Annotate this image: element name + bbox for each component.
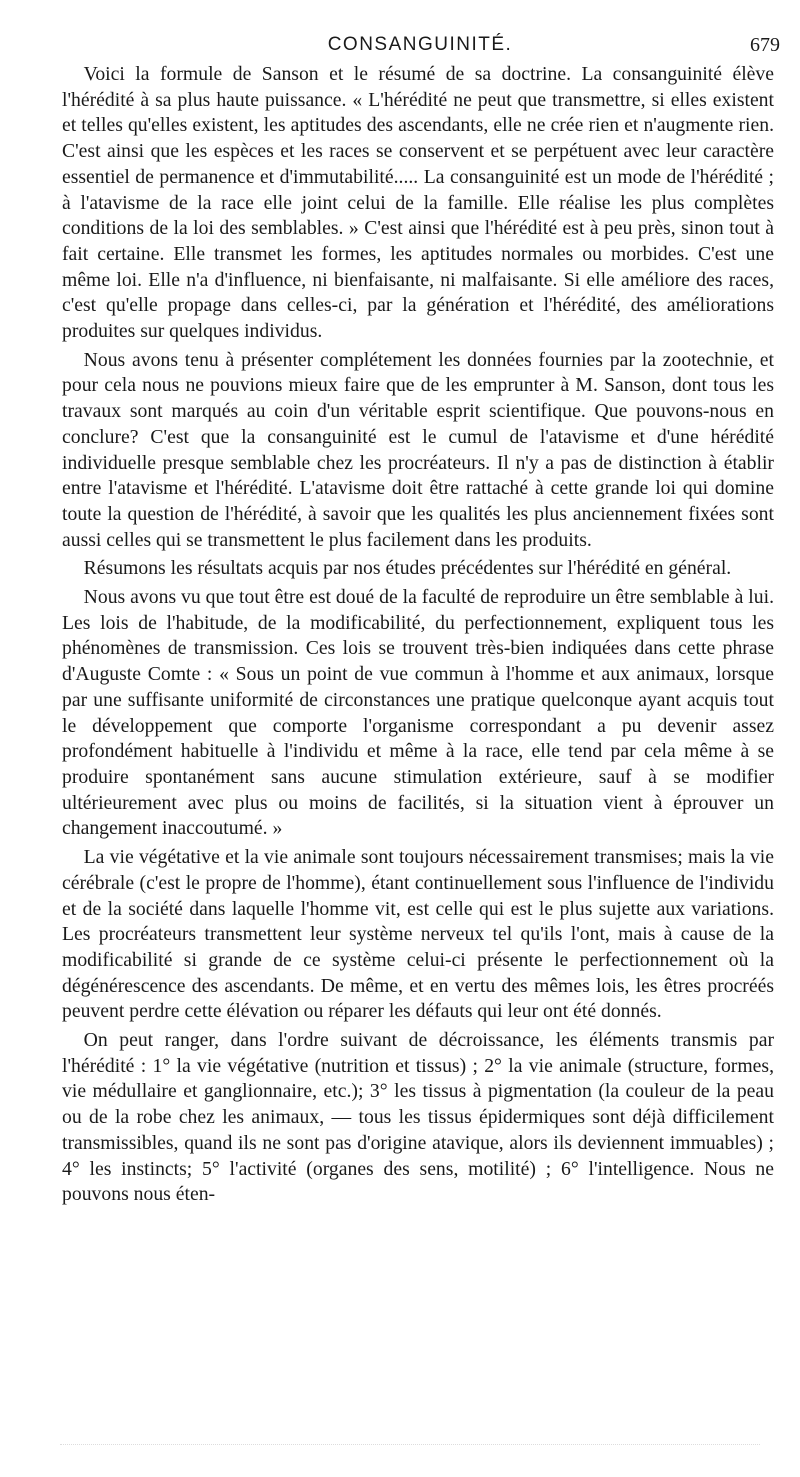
paragraph-zootechnie: Nous avons tenu à présenter complétement les données fournies par la zootechnie, et pour cela nous ne pouvions mieux faire que de les emprunter à M. Sanson, dont tous les travaux sont marqués au coin d'un véritable esprit scientifique. Que pouvons-nous en conclure? C'est que la consanguinité est le cumul de l'atavisme et d'une hérédité individuelle presque semblable chez les procréateurs. Il n'y a pas de distinction à établir entre l'atavisme et l'hérédité. L'atavisme doit être rattaché à cette grande loi qui domine toute la question de l'hérédité, à savoir que les qualités les plus anciennement fixées sont aussi celles qui se transmettent le plus facilement dans les produits. [62,348,774,551]
paragraph-ordre-decroissance: On peut ranger, dans l'ordre suivant de décroissance, les éléments transmis par l'hérédité : 1° la vie végétative (nutrition et tissus) ; 2° la vie animale (structure, formes, vie médullaire et ganglionnaire, etc.); 3° les tissus à pigmentation (la couleur de la peau ou de la robe chez les animaux, — tous les tissus épidermiques sont déjà difficilement transmissibles, quand ils ne sont pas d'origine atavique, alors ils deviennent immuables) ; 4° les instincts; 5° l'activité (organes des sens, motilité) ; 6° l'intelligence. Nous ne pouvons nous éten- [62,1029,774,1206]
page-number: 679 [750,34,780,56]
body-text [62,62,774,1211]
running-head [60,30,780,60]
paragraph-resumons: Résumons les résultats acquis par nos études précédentes sur l'hérédité en général. [83,557,732,580]
paragraph-sanson-doctrine: Voici la formule de Sanson et le résumé de sa doctrine. La consanguinité élève l'hérédité à sa plus haute puissance. « L'hérédité ne peut que transmettre, si elles existent et telles qu'elles existent, les aptitudes des ascendants, elle ne crée rien et n'augmente rien. C'est ainsi que les espèces et les races se conservent et se perpétuent avec leur caractère essentiel de permanence et d'immutabilité..... La consanguinité est un mode de l'hérédité ; à l'atavisme de la race elle joint celui de la famille. Elle réalise les plus complètes conditions de la loi des semblables. » C'est ainsi que l'hérédité est à peu près, sinon tout à fait certaine. Elle transmet les formes, les aptitudes normales ou morbides. C'est une même loi. Elle n'a d'influence, ni bienfaisante, ni malfaisante. Si elle améliore des races, c'est qu'elle propage dans celles-ci, par la génération et l'hérédité, des améliorations produites sur quelques individus. [62,63,774,343]
paragraph-auguste-comte: Nous avons vu que tout être est doué de la faculté de reproduire un être semblable à lui. Les lois de l'habitude, de la modificabilité, du perfectionnement, expliquent tous les phénomènes de transmission. Ces lois se trouvent très-bien indiquées dans cette phrase d'Auguste Comte : « Sous un point de vue commun à l'homme et aux animaux, lorsque par une suffisante uniformité de circonstances une pratique quelconque ayant acquis tout le développement que comporte l'organisme correspondant a pu devenir assez profondément habituelle à l'individu et même à la race, elle tend par cela même à se produire spontanément sans aucune stimulation extérieure, sauf à se modifier ultérieurement avec plus ou moins de facilités, si la situation vient à éprouver un changement inaccoutumé. » [62,586,774,840]
running-title: CONSANGUINITÉ. [327,34,513,55]
paragraph-vie-vegetative: La vie végétative et la vie animale sont toujours nécessairement transmises; mais la vie cérébrale (c'est le propre de l'homme), étant continuellement sous l'influence de l'individu et de la société dans laquelle l'homme vit, est celle qui est le plus sujette aux variations. Les procréateurs transmettent leur système nerveux tel qu'ils l'ont, mais à cause de la modificabilité si grande de ce système celui-ci présente le perfectionnement où la dégénérescence des ascendants. De même, et en vertu des mêmes lois, les êtres procréés peuvent perdre cette élévation ou réparer les défauts qui leur ont été donnés. [62,846,774,1023]
page-bottom-specks [60,1444,760,1451]
